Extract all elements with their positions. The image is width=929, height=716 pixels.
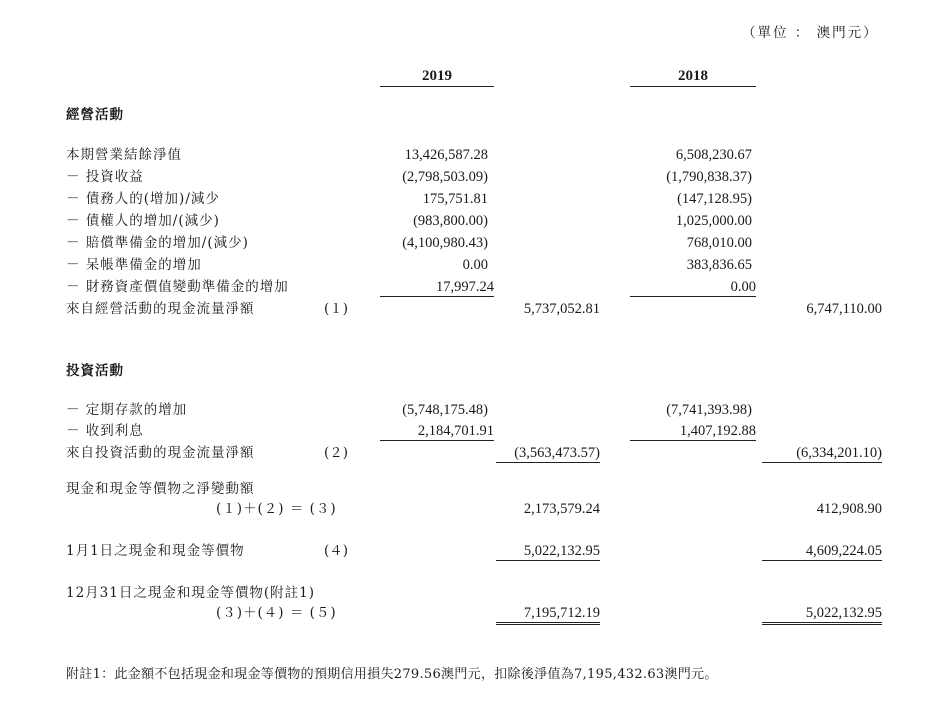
total-value-2018: 6,747,110.00	[806, 301, 882, 317]
row-label: － 債權人的增加/(減少)	[66, 213, 220, 229]
net-change-value-2019: 2,173,579.24	[523, 501, 600, 517]
row-value-2019: (2,798,503.09)	[402, 169, 488, 185]
row-value-2018: 1,025,000.00	[675, 213, 752, 229]
year-header-2019: 2019	[380, 66, 494, 87]
opening-value-2018: 4,609,224.05	[762, 542, 882, 561]
total-value-2019: (3,563,473.57)	[496, 444, 600, 463]
row-label: － 賠償準備金的增加/(減少)	[66, 235, 249, 251]
row-value-2018: 6,508,230.67	[675, 147, 752, 163]
row-value-2018: 0.00	[630, 278, 756, 297]
opening-label: 1月1日之現金和現金等價物	[66, 543, 245, 559]
row-value-2018: 1,407,192.88	[630, 422, 756, 441]
total-value-2019: 5,737,052.81	[523, 301, 600, 317]
opening-ref: (４)	[324, 543, 349, 559]
row-value-2019: (4,100,980.43)	[402, 235, 488, 251]
net-change-value-2018: 412,908.90	[816, 501, 882, 517]
row-value-2018: (147,128.95)	[677, 191, 752, 207]
row-value-2019: 13,426,587.28	[404, 147, 488, 163]
opening-value-2019: 5,022,132.95	[496, 542, 600, 561]
row-value-2019: 175,751.81	[422, 191, 488, 207]
net-change-formula: (１)＋(２) ＝ (３)	[216, 501, 337, 517]
total-value-2018: (6,334,201.10)	[762, 444, 882, 463]
row-label: － 收到利息	[66, 423, 144, 439]
section-heading-investing: 投資活動	[66, 363, 124, 379]
row-value-2018: 768,010.00	[686, 235, 752, 251]
total-ref: (１)	[324, 301, 349, 317]
footnote: 附註1：此金額不包括現金和現金等價物的預期信用損失279.56澳門元，扣除後淨值為7,195,432.63澳門元。	[66, 667, 718, 682]
total-label: 來自投資活動的現金流量淨額	[66, 445, 255, 461]
net-change-label: 現金和現金等價物之淨變動額	[66, 481, 255, 497]
year-header-2018: 2018	[630, 66, 756, 87]
row-label: － 投資收益	[66, 169, 144, 185]
row-value-2019: 2,184,701.91	[380, 422, 494, 441]
row-label: － 呆帳準備金的增加	[66, 257, 202, 273]
row-label: － 債務人的(增加)/減少	[66, 191, 220, 207]
closing-value-2019: 7,195,712.19	[496, 604, 600, 625]
row-label: － 定期存款的增加	[66, 402, 188, 418]
unit-label: （單位 ： 澳門元）	[742, 25, 879, 41]
total-ref: (２)	[324, 445, 349, 461]
total-label: 來自經營活動的現金流量淨額	[66, 301, 255, 317]
row-value-2019: 0.00	[462, 257, 488, 273]
row-label: － 財務資產價值變動準備金的增加	[66, 279, 289, 295]
closing-formula: (３)＋(４) ＝ (５)	[216, 605, 337, 621]
row-value-2018: (1,790,838.37)	[666, 169, 752, 185]
row-label: 本期營業結餘淨值	[66, 147, 182, 163]
row-value-2018: (7,741,393.98)	[666, 402, 752, 418]
row-value-2019: (983,800.00)	[413, 213, 488, 229]
closing-value-2018: 5,022,132.95	[762, 604, 882, 625]
row-value-2019: (5,748,175.48)	[402, 402, 488, 418]
closing-label: 12月31日之現金和現金等價物(附註1)	[66, 585, 315, 601]
row-value-2019: 17,997.24	[380, 278, 494, 297]
row-value-2018: 383,836.65	[686, 257, 752, 273]
section-heading-operating: 經營活動	[66, 107, 124, 123]
